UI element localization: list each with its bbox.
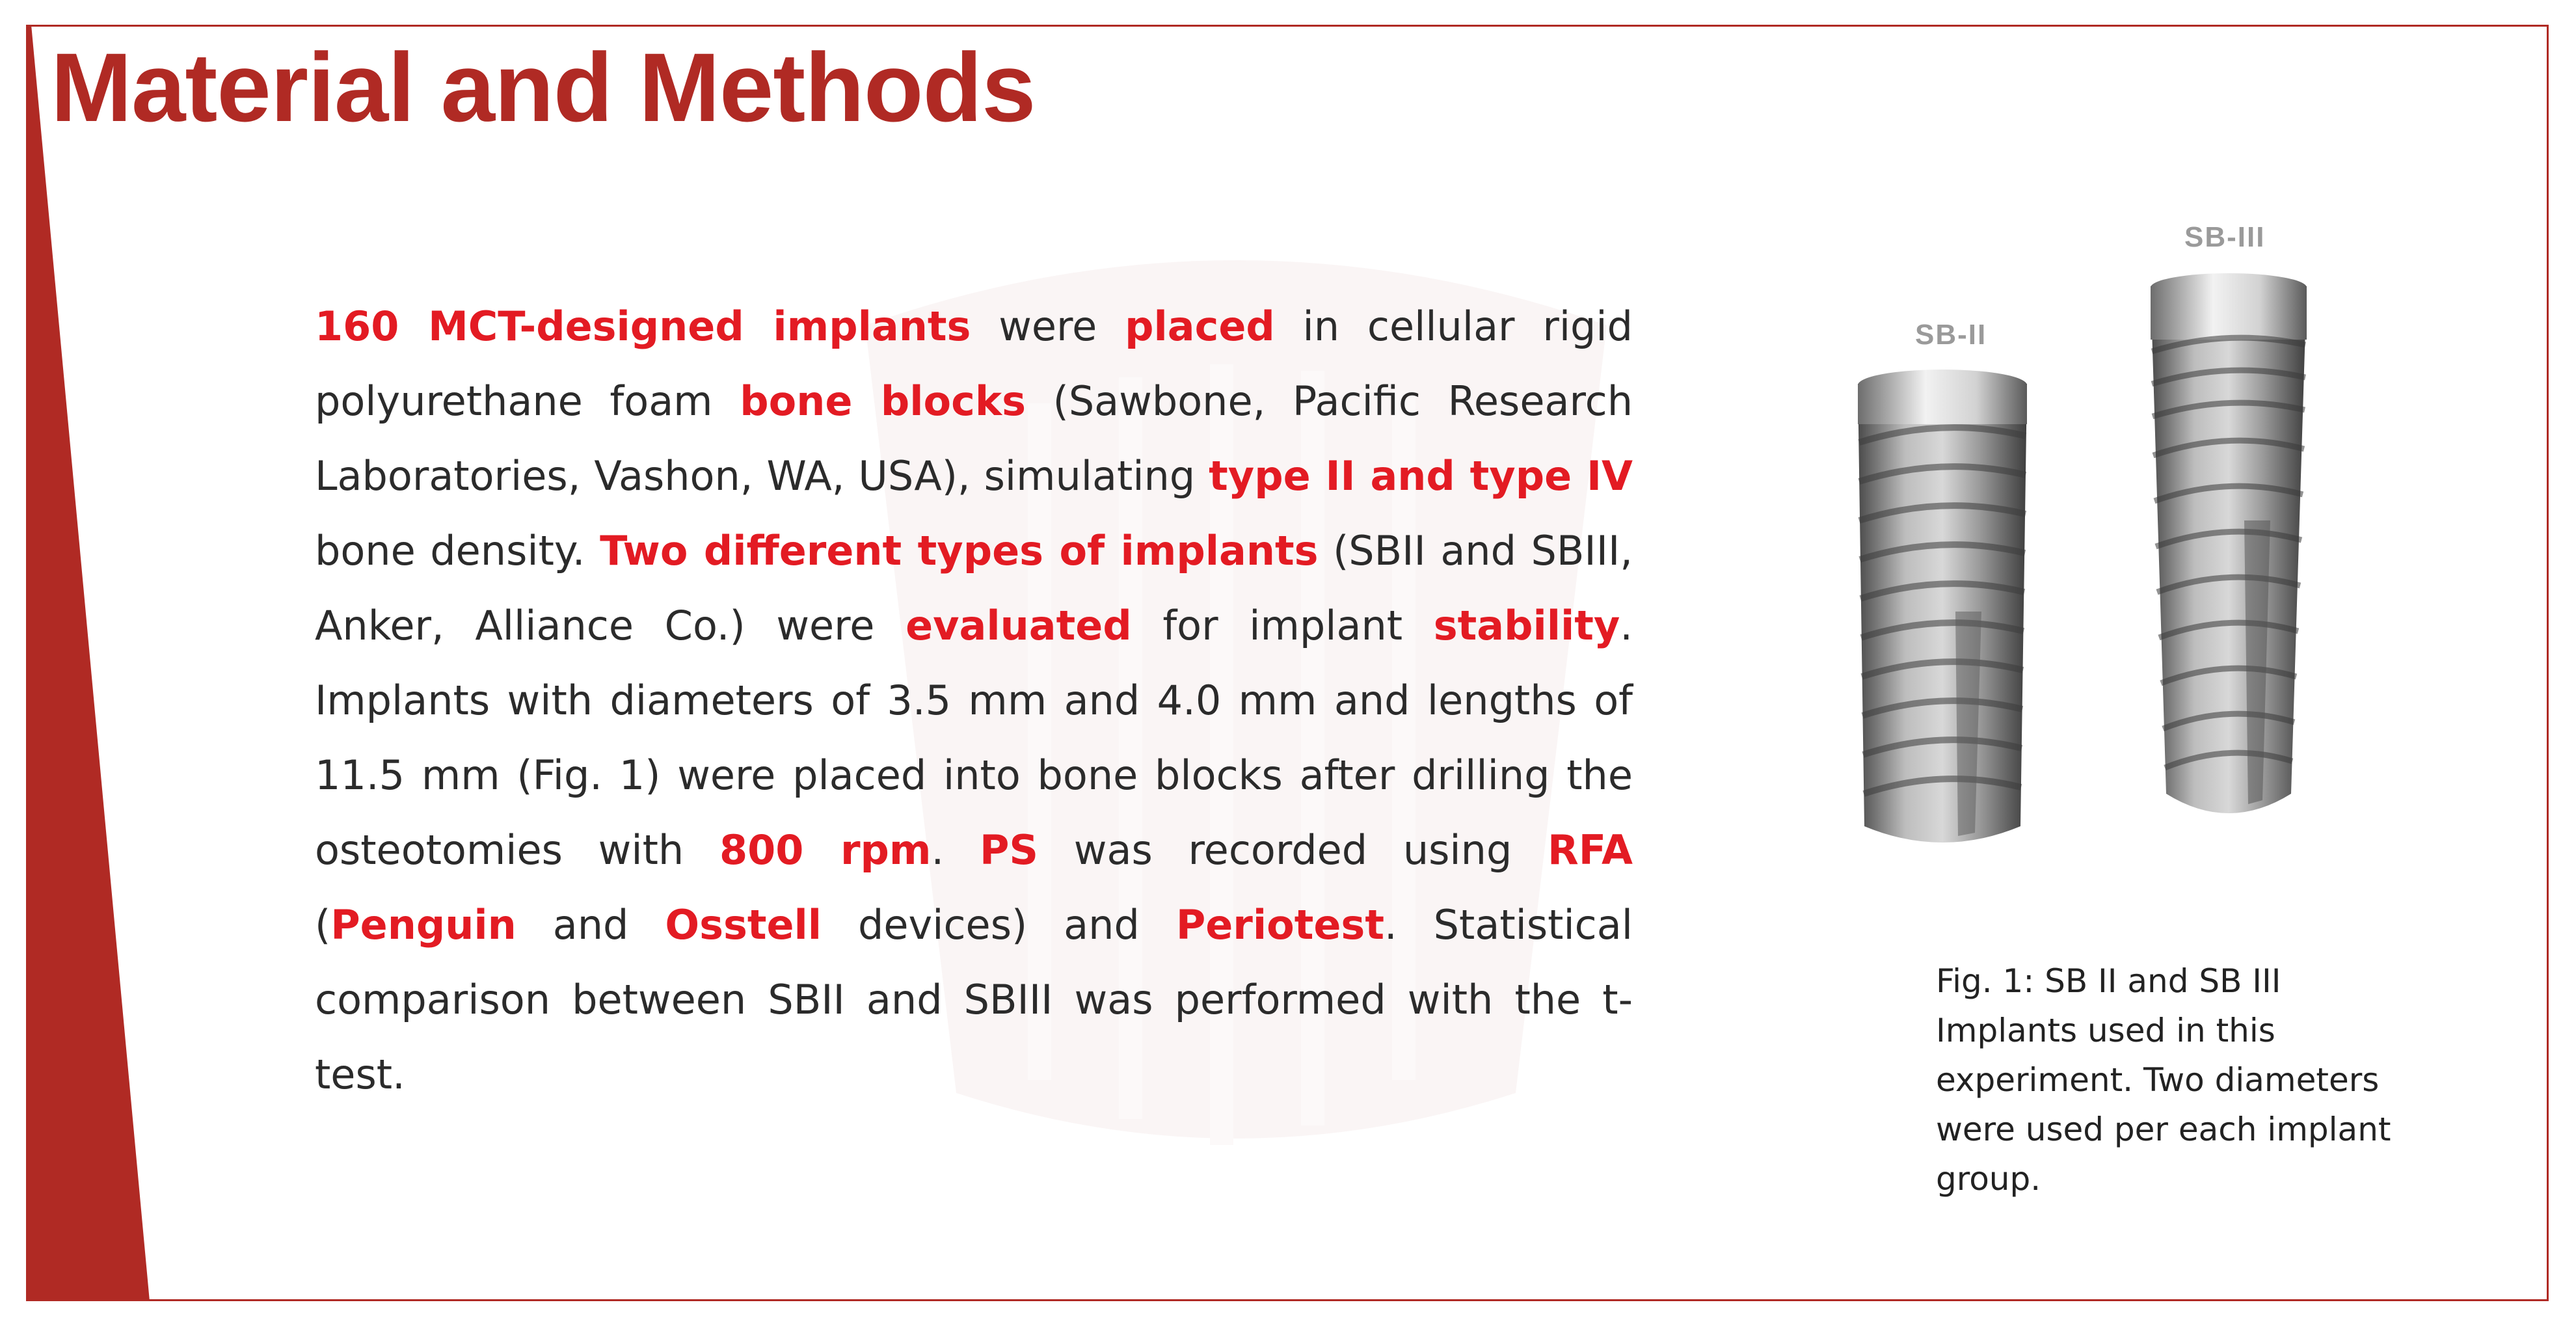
implants-figure [1828,208,2452,898]
text-segment: for implant [1131,602,1434,649]
highlighted-phrase: 800 rpm [719,826,932,874]
highlighted-phrase: RFA [1548,826,1633,874]
text-segment: (Sawbone, Pacific Research Laboratories, Vashon, WA, USA), simulating [315,377,1633,500]
figure-caption: Fig. 1: SB II and SB III Implants used in this experiment. Two diameters were used per each implant group. [1936,962,2391,1198]
highlighted-phrase: Periotest [1175,901,1384,949]
implants-illustration [1828,208,2452,898]
highlighted-phrase: bone blocks [740,377,1026,425]
sb3-implant [2151,273,2307,813]
highlighted-phrase: evaluated [906,602,1132,649]
highlighted-phrase: stability [1433,602,1620,649]
highlighted-phrase: Osstell [665,901,822,949]
sb2-implant [1858,370,2027,843]
text-segment: (SBII and SBIII, Anker, Alliance Co.) were [315,527,1633,649]
left-accent-wedge [0,0,169,1335]
sb2-label: SB-II [1915,319,1987,351]
text-segment: devices) and [822,901,1176,949]
highlighted-phrase: Two different types of implants [600,527,1319,574]
text-segment: bone density. [315,527,600,574]
text-segment: ( [315,901,331,949]
text-segment: in cellular rigid polyurethane foam [315,303,1633,425]
methods-paragraph [315,289,1633,1112]
text-segment: was recorded using [1038,826,1548,874]
text-segment: and [516,901,665,949]
highlighted-phrase: Penguin [330,901,517,949]
text-segment: . Statistical comparison between SBII and SBIII was performed with the t-test. [315,901,1633,1098]
text-segment: . Implants with diameters of 3.5 mm and 4.0 mm and lengths of 11.5 mm (Fig. 1) were placed into bone blocks after drilling the osteotomies with [315,602,1633,874]
text-segment: . [931,826,980,874]
highlighted-phrase: placed [1125,303,1275,350]
highlighted-phrase: type II and type IV [1209,452,1633,500]
highlighted-phrase: 160 MCT-designed implants [315,303,971,350]
page-title: Material and Methods [51,33,1036,142]
sb3-label: SB-III [2184,221,2266,253]
highlighted-phrase: PS [979,826,1039,874]
text-segment: were [971,303,1125,350]
